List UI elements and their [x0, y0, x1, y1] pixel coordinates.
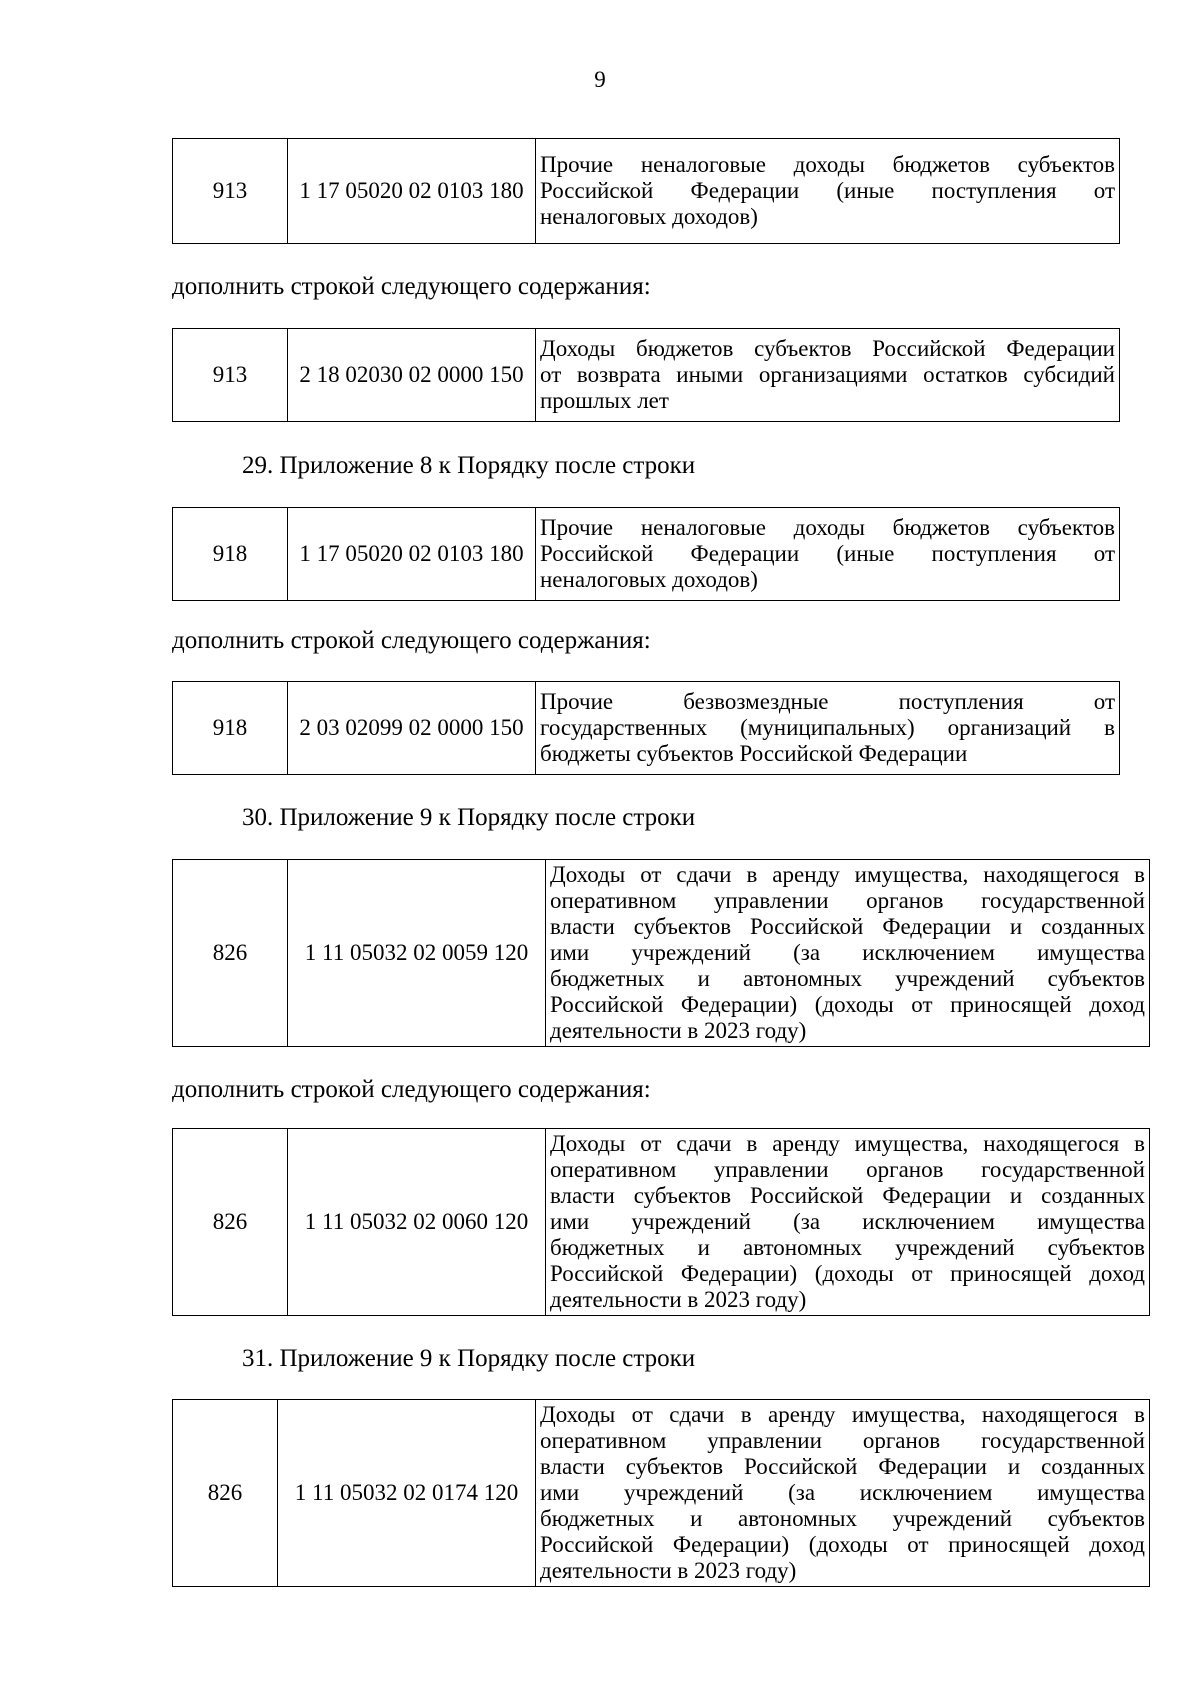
income-description-cell [546, 1129, 1150, 1316]
admin-code-cell: 826 [173, 1400, 278, 1587]
description-line: ими учреждений (за исключением имущества [550, 940, 1145, 965]
description-line: оперативном управлении органов государственной [550, 1157, 1145, 1182]
description-line: Доходы от сдачи в аренду имущества, находящегося в [540, 1402, 1145, 1427]
description-line: власти субъектов Российской Федерации и созданных [540, 1454, 1145, 1479]
table-row [173, 682, 1120, 775]
admin-code-cell: 918 [173, 508, 288, 601]
table-row [173, 329, 1120, 422]
income-description-cell [536, 329, 1120, 422]
section-heading: 29. Приложение 8 к Порядку после строки [242, 452, 696, 479]
income-description-cell [536, 508, 1120, 601]
description-line: Доходы от сдачи в аренду имущества, находящегося в [550, 1131, 1145, 1156]
code-table [172, 328, 1120, 422]
description-line-last: неналоговых доходов) [540, 204, 758, 229]
description-line: ими учреждений (за исключением имущества [550, 1209, 1145, 1234]
instruction-text: дополнить строкой следующего содержания: [172, 273, 651, 300]
income-code-cell: 1 17 05020 02 0103 180 [288, 139, 536, 244]
income-code-cell: 2 18 02030 02 0000 150 [288, 329, 536, 422]
income-description-cell [546, 860, 1150, 1047]
instruction-text: дополнить строкой следующего содержания: [172, 1076, 651, 1103]
income-description-cell [536, 682, 1120, 775]
description-line: Российской Федерации (иные поступления от [540, 178, 1115, 203]
description-line: ими учреждений (за исключением имущества [540, 1480, 1145, 1505]
description-line: Российской Федерации) (доходы от приносящей доход [540, 1532, 1145, 1557]
description-line: бюджетных и автономных учреждений субъектов [550, 966, 1145, 991]
description-line-last: деятельности в 2023 году) [550, 1287, 807, 1312]
instruction-text: дополнить строкой следующего содержания: [172, 627, 651, 654]
admin-code-cell: 913 [173, 329, 288, 422]
code-table [172, 1399, 1150, 1587]
description-line: Российской Федерации (иные поступления от [540, 541, 1115, 566]
description-line-last: прошлых лет [540, 388, 669, 413]
description-line: Прочие неналоговые доходы бюджетов субъектов [540, 515, 1115, 540]
code-table [172, 507, 1120, 601]
income-code-cell: 1 11 05032 02 0174 120 [278, 1400, 536, 1587]
admin-code-cell: 913 [173, 139, 288, 244]
code-table [172, 138, 1120, 244]
income-description-cell [536, 1400, 1150, 1587]
description-line-last: деятельности в 2023 году) [540, 1558, 797, 1583]
table-row [173, 1400, 1150, 1587]
description-line: бюджетных и автономных учреждений субъектов [550, 1235, 1145, 1260]
code-table [172, 859, 1150, 1047]
description-line: Российской Федерации) (доходы от приносящей доход [550, 992, 1145, 1017]
description-line: Прочие неналоговые доходы бюджетов субъектов [540, 152, 1115, 177]
description-line: государственных (муниципальных) организаций в [540, 715, 1115, 740]
description-line: Прочие безвозмездные поступления от [540, 689, 1115, 714]
description-line: Доходы бюджетов субъектов Российской Федерации [540, 336, 1115, 361]
income-description-cell [536, 139, 1120, 244]
description-line-last: неналоговых доходов) [540, 567, 758, 592]
description-line: власти субъектов Российской Федерации и созданных [550, 914, 1145, 939]
description-line: власти субъектов Российской Федерации и созданных [550, 1183, 1145, 1208]
description-line: оперативном управлении органов государственной [540, 1428, 1145, 1453]
description-line: Российской Федерации) (доходы от приносящей доход [550, 1261, 1145, 1286]
description-line: от возврата иными организациями остатков субсидий [540, 362, 1115, 387]
income-code-cell: 1 11 05032 02 0060 120 [288, 1129, 546, 1316]
income-code-cell: 1 17 05020 02 0103 180 [288, 508, 536, 601]
income-code-cell: 1 11 05032 02 0059 120 [288, 860, 546, 1047]
description-line: бюджетных и автономных учреждений субъектов [540, 1506, 1145, 1531]
admin-code-cell: 918 [173, 682, 288, 775]
table-row [173, 860, 1150, 1047]
table-row [173, 139, 1120, 244]
code-table [172, 681, 1120, 775]
section-heading: 31. Приложение 9 к Порядку после строки [242, 1345, 696, 1372]
table-row [173, 508, 1120, 601]
admin-code-cell: 826 [173, 1129, 288, 1316]
description-line-last: бюджеты субъектов Российской Федерации [540, 741, 968, 766]
admin-code-cell: 826 [173, 860, 288, 1047]
description-line-last: деятельности в 2023 году) [550, 1018, 807, 1043]
table-row [173, 1129, 1150, 1316]
page-number: 9 [594, 67, 606, 92]
income-code-cell: 2 03 02099 02 0000 150 [288, 682, 536, 775]
code-table [172, 1128, 1150, 1316]
description-line: оперативном управлении органов государственной [550, 888, 1145, 913]
description-line: Доходы от сдачи в аренду имущества, находящегося в [550, 862, 1145, 887]
section-heading: 30. Приложение 9 к Порядку после строки [242, 804, 696, 831]
